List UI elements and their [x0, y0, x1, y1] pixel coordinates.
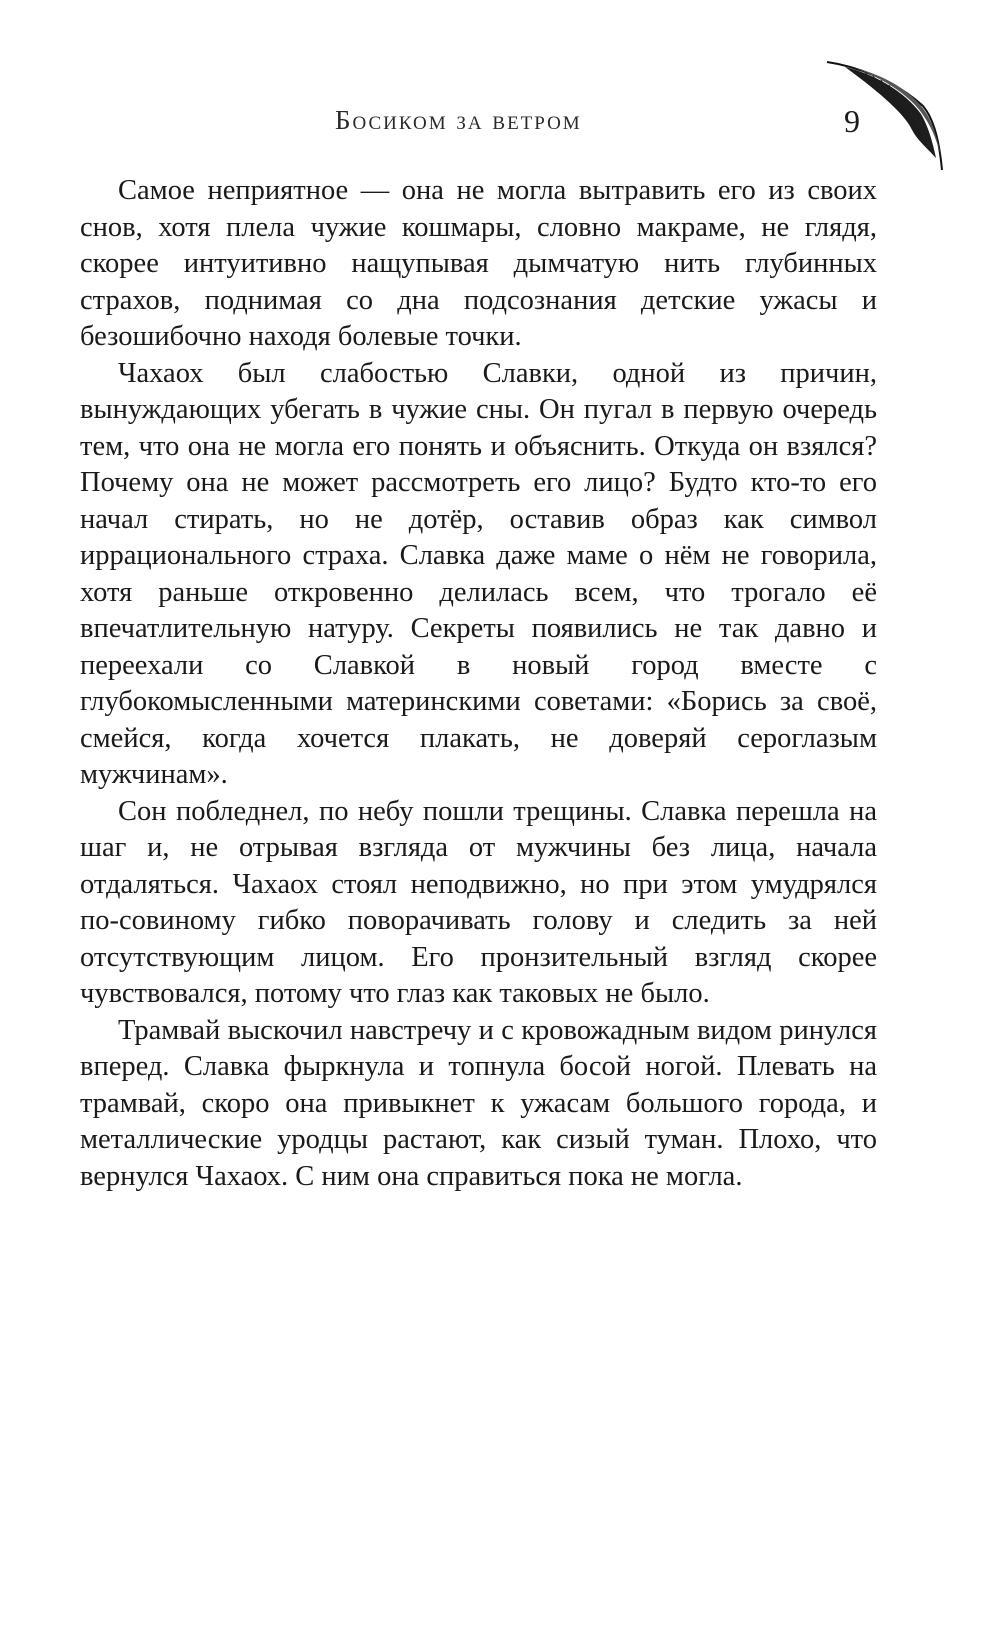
paragraph: Самое неприятное — она не могла вытравить его из своих снов, хотя плела чужие кошмары, словно макраме, не глядя, скорее интуитивно нащупывая дымчатую нить глубинных страхов, поднимая со дна подсознания детские ужасы и безошибочно находя болевые точки.	[80, 175, 877, 352]
paragraph: Сон побледнел, по небу пошли трещины. Славка перешла на шаг и, не отрывая взгляда от мужчины без лица, начала отдаляться. Чахаох стоял неподвижно, но при этом умудрялся по-совиному гибко поворачивать голову и следить за ней отсутствующим лицом. Его пронзительный взгляд скорее чувствовался, потому что глаз как таковых не было.	[80, 795, 877, 1009]
running-title: Босиком за ветром	[335, 105, 582, 135]
page-number: 9	[844, 103, 860, 139]
feather-icon	[825, 58, 945, 176]
running-header	[80, 105, 860, 145]
paragraph: Чахаох был слабостью Славки, одной из причин, вынуждающих убегать в чужие сны. Он пугал в первую очередь тем, что она не могла его понять и объяснить. Откуда он взялся? Почему она не может рассмотреть его лицо? Будто кто-то его начал стирать, но не дотёр, оставив образ как символ иррационального страха. Славка даже маме о нём не говорила, хотя раньше откровенно делилась всем, что трогало её впечатлительную натуру. Секреты появились не так давно и переехали со Славкой в новый город вместе с глубокомысленными материнскими советами: «Борись за своё, смейся, когда хочется плакать, не доверяй сероглазым мужчинам».	[80, 357, 877, 790]
body-text	[80, 173, 877, 1195]
paragraph: Трамвай выскочил навстречу и с кровожадным видом ринулся вперед. Славка фыркнула и топнула босой ногой. Плевать на трамвай, скоро она привыкнет к ужасам большого города, и металлические уродцы растают, как сизый туман. Плохо, что вернулся Чахаох. С ним она справиться пока не могла.	[80, 1014, 877, 1192]
